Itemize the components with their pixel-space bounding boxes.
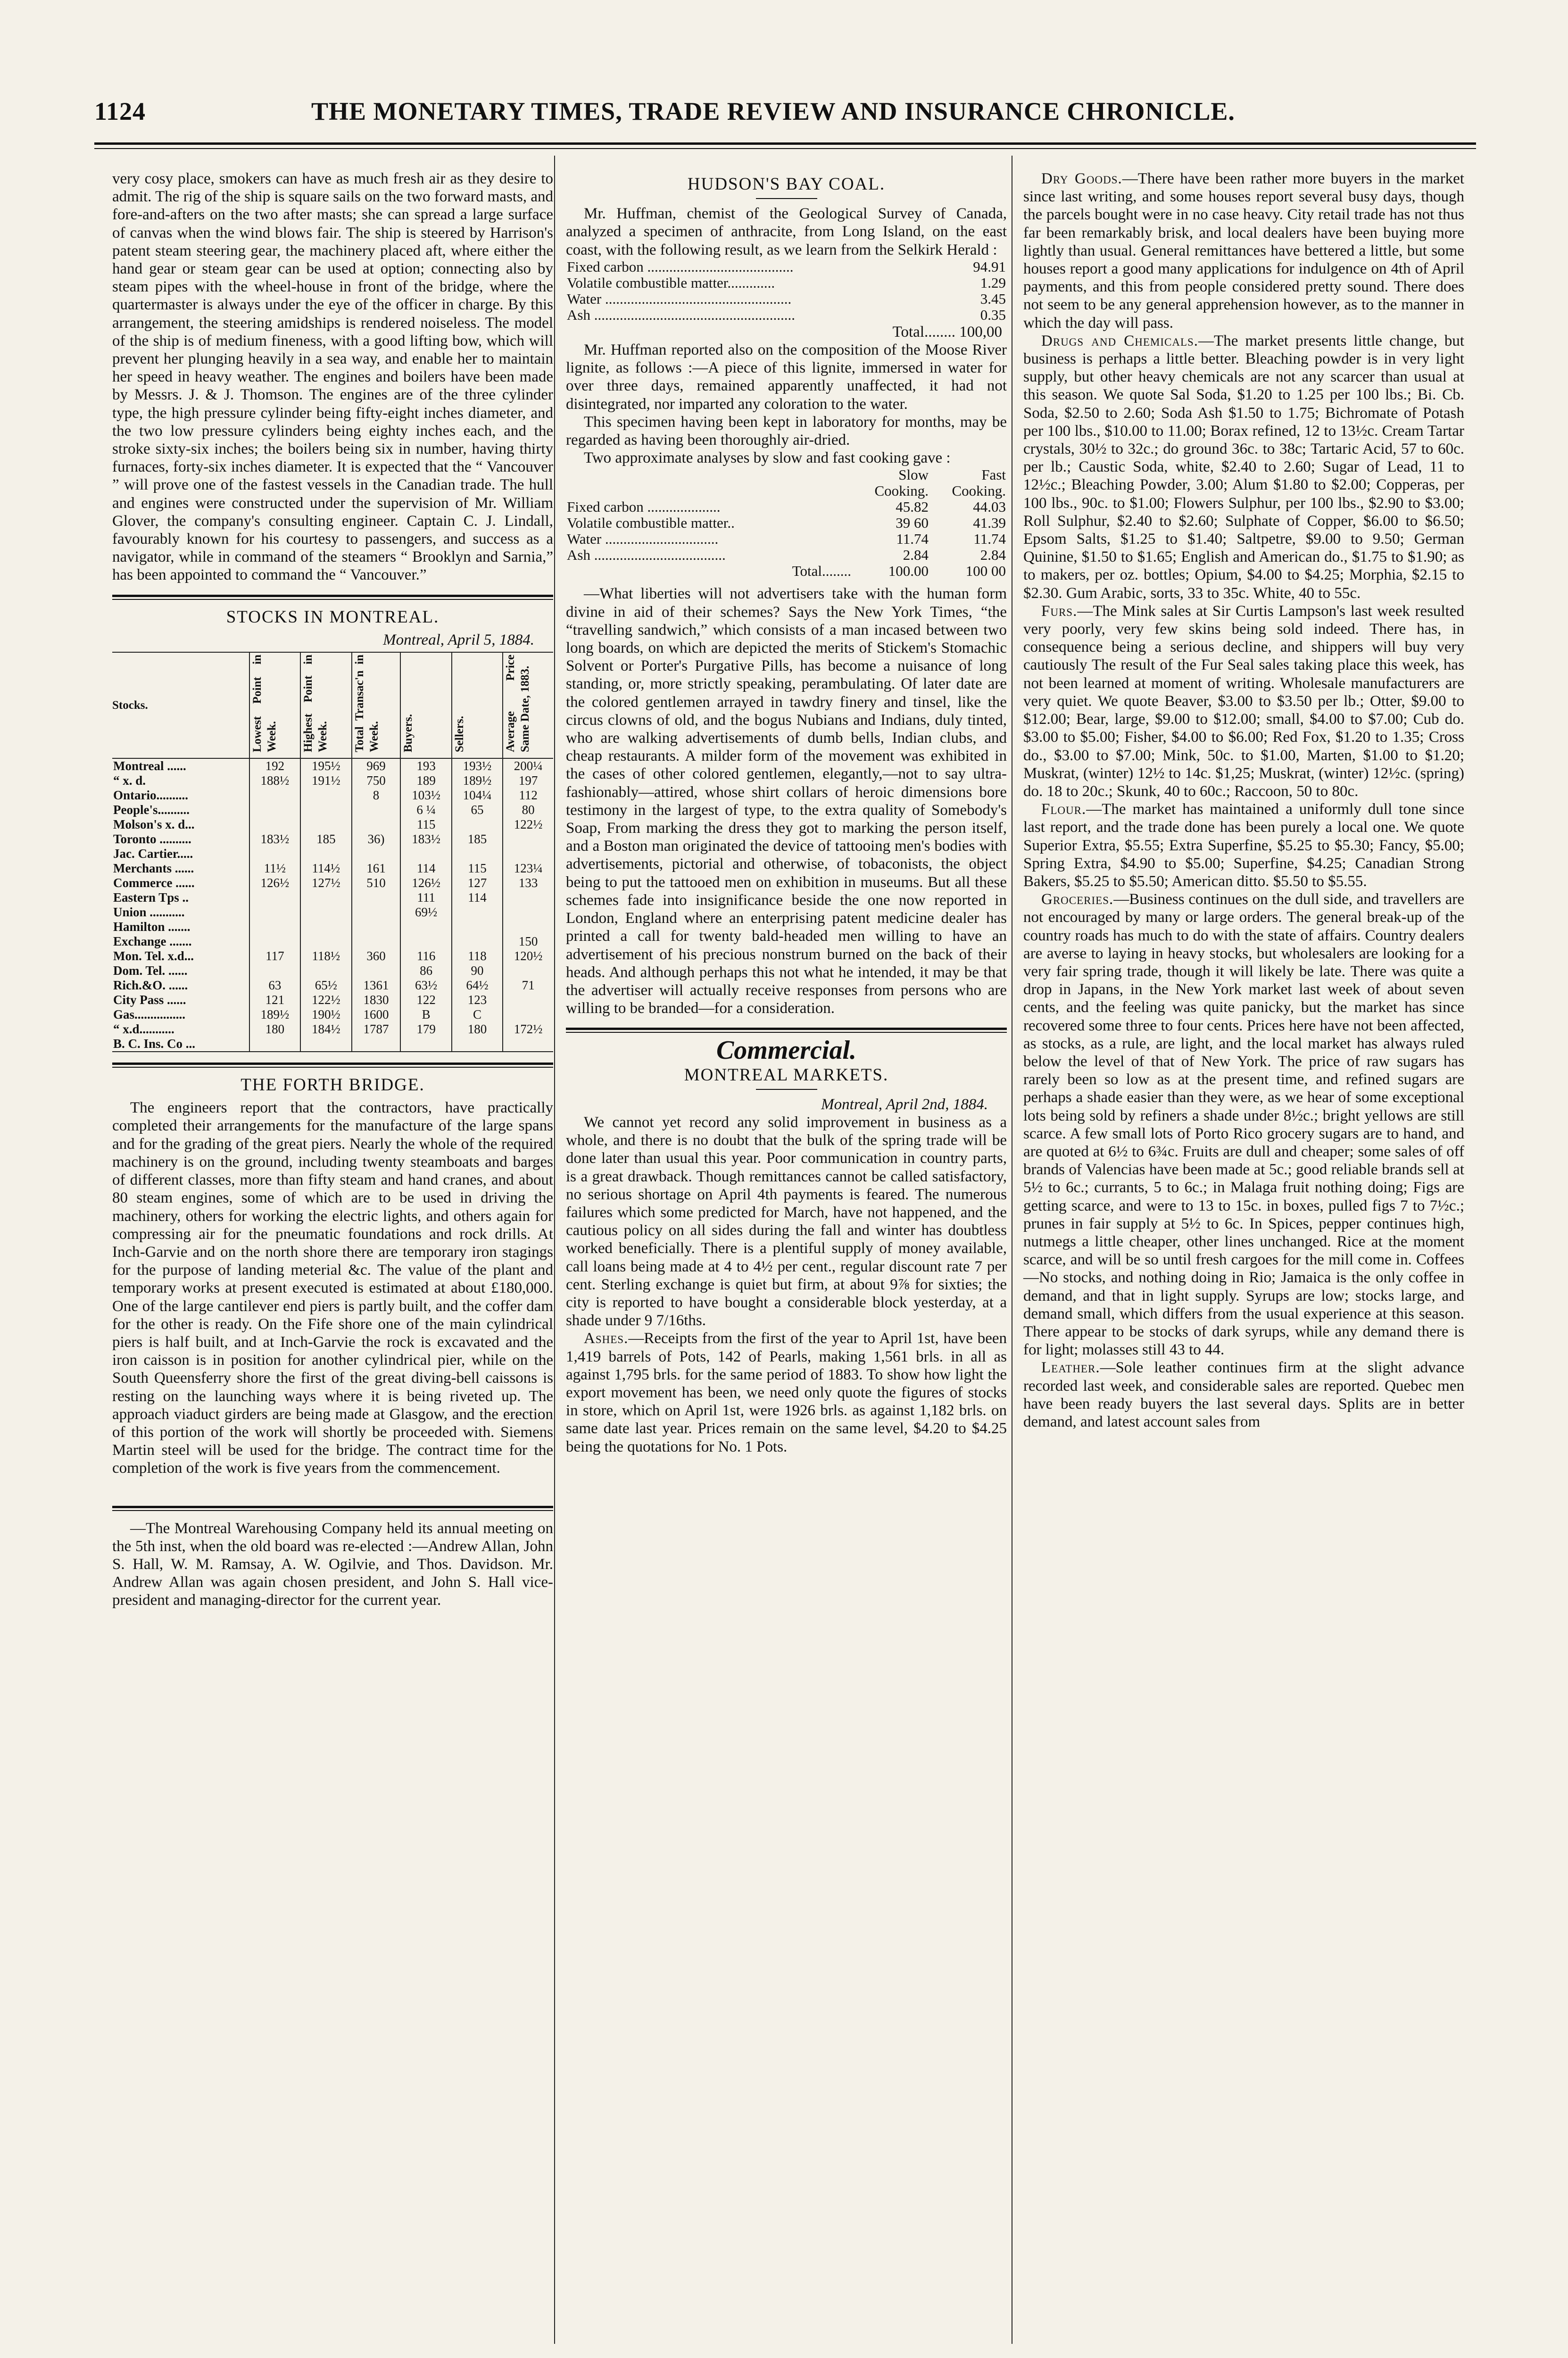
article-text: —The market presents little change, but business is perhaps a little better. Bleaching powder is in very light supply, but other heavy chemicals are not any scarcer than usual at this season. We quote Sal Soda, $1.20 to 1.25 per 100 lbs.; Bi. Cb. Soda, $2.50 to 2.60; Soda Ash $1.50 to 1.75; Bichromate of Potash per 100 lbs., $10.00 to 11.00; Borax refined, 12 to 13½c. Cream Tartar crystals, 30½ to 32c.; do ground 36c. to 38c; Tartaric Acid, 57 to 60c. per lb.; Caustic Soda, white, $2.40 to 2.60; Sugar of Lead, 11 to 12½c.; Bleaching Powder, 3.00; Alum $1.80 to $2.00; Copperas, per 100 lbs., 90c. to $1.00; Flowers Sulphur, per 100 lbs., $2.90 to $3.00; Roll Sulphur, $2.40 to $2.60; Sulphate of Copper, $6.00 to $6.50; Epsom Salts, $1.25 to $1.40; Saltpetre, $9.00 to 9.50; German Quinine, $1.50 to $1.65; English and American do., $1.75 to $1.90; as to makers, per oz. bottles; Opium, $4.00 to $4.25; Morphia, $2.15 to $2.30. Gum Arabic, sorts, 33 to 35c. White, 40 to 55c. (1023, 332, 1464, 602)
stock-name: Merchants ...... (113, 861, 194, 876)
stock-value (352, 905, 401, 920)
component-label: Fixed carbon .................... (567, 498, 721, 515)
table-total: Total........ 100,00 (892, 323, 1002, 340)
stock-value: 197 (503, 773, 553, 788)
table-row (112, 1037, 553, 1052)
table-row (112, 1022, 553, 1037)
short-rule (756, 1089, 817, 1090)
stock-value: 8 (352, 788, 401, 803)
stock-value: 115 (400, 817, 451, 832)
stock-value: 183½ (400, 832, 451, 847)
column-header: Slow Cooking. (874, 466, 929, 499)
paragraph-lead: Groceries. (1041, 891, 1114, 908)
stock-value: 114½ (300, 861, 351, 876)
section-rule (112, 1063, 553, 1065)
table-row (112, 949, 553, 963)
stock-value: 126½ (400, 876, 451, 890)
article-text: —Sole leather continues firm at the slight advance recorded last week, and considerable sales are reported. Quebec men have been ready buyers the last several days. Splits are in better demand, and latest account sales from (1023, 1359, 1464, 1431)
section-rule (112, 595, 553, 597)
masthead (94, 97, 1476, 130)
stock-value (352, 890, 401, 905)
article-text: —What liberties will not advertisers take with the human form divine in aid of their schemes? Says the New York Times, “the “travelling sandwich,” which consists of a man incased between two long boards, on which are depicted the merits of Stickem's Stomachic Solvent or Porter's Purgative Pills, has become a nuisance of long standing, or, more strictly speaking, perambulating. Of later date are the colored gentlemen arrayed in tawdry finery and tinsel, like the circus clowns of old, and the bogus Nubians and Indians, duly tinted, who are walking advertisements of dumb bells, Indian clubs, and cheap restaurants. A milder form of the movement was exhibited in the cases of other colored gentlemen, elegantly,—not to say ultra-fashionably—attired, whose shirt collars of heroic dimensions bore testimony in the largest of type, to the extra quality of Somebody's Soap, From marking the dress they got to marking the person itself, and a Boston man originated the device of tattooing men's bodies with advertisements, pictorial and otherwise, of tobaconists, the object being to put the tattooed men on exhibition in museums. But all these schemes fade into insignificance beside the one now reported in London, England where an enterprising patent medicine dealer has printed a call for twenty bald-headed men willing to have an advertisement of his precious nonstrum burned on the back of their heads. And although perhaps this not what he intended, it may be that the advertiser will actually receive responses from persons who are willing to be branded—for a consideration. (566, 585, 1007, 1017)
stock-value: 127 (452, 876, 503, 890)
stock-value (249, 803, 300, 817)
table-row (112, 890, 553, 905)
component-value: 2.84 (980, 547, 1006, 564)
column-1 (112, 170, 553, 1610)
stock-value: 184½ (300, 1022, 351, 1037)
stock-value (300, 817, 351, 832)
stock-value: 969 (352, 758, 401, 773)
stock-name: “ x.d........... (113, 1022, 174, 1037)
stock-value: 65½ (300, 978, 351, 993)
stock-value (452, 1037, 503, 1052)
stocks-column-header (300, 652, 351, 758)
stock-value: 118 (452, 949, 503, 963)
stock-value (249, 788, 300, 803)
stock-value (249, 905, 300, 920)
stock-value (400, 934, 451, 949)
stock-value (352, 803, 401, 817)
component-value: 41.39 (973, 515, 1006, 531)
table-row (112, 993, 553, 1007)
stock-value: 36) (352, 832, 401, 847)
article-text: Two approximate analyses by slow and fast cooking gave : (584, 449, 951, 467)
table-row (566, 531, 1007, 547)
column-3 (1023, 170, 1464, 1431)
stock-value: 69½ (400, 905, 451, 920)
stock-value: 120½ (503, 949, 553, 963)
department-heading: Commercial. (716, 1036, 857, 1065)
stock-value (503, 993, 553, 1007)
stock-value: 11½ (249, 861, 300, 876)
stock-value: 63 (249, 978, 300, 993)
stock-name: Dom. Tel. ...... (113, 963, 188, 978)
stock-value (400, 1037, 451, 1052)
paragraph-lead: Furs. (1041, 602, 1078, 620)
component-label: Ash ....................................................... (567, 306, 795, 323)
table-row (112, 758, 553, 773)
dateline: Montreal, April 2nd, 1884. (821, 1096, 988, 1113)
stock-value (452, 847, 503, 861)
stock-value: 1361 (352, 978, 401, 993)
stock-value: 150 (503, 934, 553, 949)
table-row (112, 817, 553, 832)
stock-value: 63½ (400, 978, 451, 993)
stock-value (400, 847, 451, 861)
table-row (112, 832, 553, 847)
cooking-analysis-table (566, 467, 1007, 579)
stock-name: “ x. d. (113, 773, 146, 788)
stock-value (352, 920, 401, 934)
paragraph-lead: Dry Goods. (1041, 170, 1122, 187)
stock-name: Exchange ....... (113, 934, 192, 949)
paragraph-lead: Ashes. (584, 1330, 629, 1347)
stock-value (352, 1037, 401, 1052)
table-row (566, 515, 1007, 531)
section-rule (566, 1028, 1007, 1030)
dateline: Montreal, April 5, 1884. (383, 631, 534, 648)
stock-value (503, 920, 553, 934)
stock-value: 185 (300, 832, 351, 847)
component-label: Volatile combustible matter.. (567, 515, 735, 531)
table-row (112, 876, 553, 890)
stock-value (503, 963, 553, 978)
stock-value (352, 847, 401, 861)
article-text: —The market has maintained a uniformly dull tone since last report, and the trade done has been purely a local one. We quote Superior Extra, $5.55; Extra Superfine, $5.25 to $5.30; Fancy, $5.00; Spring Extra, $4.90 to $5.00; Superfine, $4.25; Canadian Strong Bakers, $5.25 to $5.50; American ditto. $5.50 to $5.55. (1023, 801, 1464, 890)
stock-value (503, 890, 553, 905)
stock-name: Rich.&O. ...... (113, 978, 188, 993)
article-text: Mr. Huffman reported also on the composition of the Moose River lignite, as follows :—A piece of this lignite, immersed in water for over three days, remained apparently unaffected, it had not disintegrated, nor imparted any coloration to the water. (566, 341, 1007, 413)
stock-value (452, 934, 503, 949)
stock-value: 172½ (503, 1022, 553, 1037)
stocks-column-header (503, 652, 553, 758)
stock-name: Mon. Tel. x.d... (113, 949, 194, 963)
stock-value (503, 847, 553, 861)
column-divider (554, 156, 555, 2344)
stock-name: Hamilton ....... (113, 920, 191, 934)
stock-value: 6 ¼ (400, 803, 451, 817)
table-total-value: 100 00 (965, 563, 1006, 580)
stock-value (249, 1037, 300, 1052)
section-rule-thin (112, 599, 553, 600)
component-label: Water ................................................... (567, 290, 792, 307)
stock-value (249, 817, 300, 832)
stock-value: 123¼ (503, 861, 553, 876)
stock-value (300, 905, 351, 920)
stock-value: 122½ (503, 817, 553, 832)
stock-value: 126½ (249, 876, 300, 890)
stock-value: C (452, 1007, 503, 1022)
stock-value: 1830 (352, 993, 401, 1007)
stocks-column-header-label: Buyers. (402, 714, 415, 753)
section-heading: THE FORTH BRIDGE. (241, 1075, 425, 1095)
stock-value: 193½ (452, 758, 503, 773)
component-value: 0.35 (980, 306, 1006, 323)
stock-value: 183½ (249, 832, 300, 847)
component-value: 11.74 (973, 531, 1006, 548)
table-row (112, 861, 553, 876)
stock-value: 112 (503, 788, 553, 803)
short-rule (756, 198, 817, 199)
article-text: —There have been rather more buyers in the market since last writing, and some houses report several busy days, though the parcels bought were in no case heavy. City retail trade has not thus far been remarkably brisk, and local dealers have been buying more lightly than usual. General remittances have bettered a little, but some houses report a good many applications for indulgence on 4th of April payments, and this from people considered pretty sound. There does not seem to be any general apprehension however, as to the manner in which the day will pass. (1023, 170, 1464, 332)
stock-value (300, 890, 351, 905)
component-value: 1.29 (980, 274, 1006, 291)
stock-value: 161 (352, 861, 401, 876)
section-rule-thin (112, 1510, 553, 1511)
stocks-column-header-label: Lowest Point in Week. (250, 655, 278, 753)
stock-value (352, 934, 401, 949)
component-label: Fixed carbon ........................................ (567, 258, 794, 275)
stock-value (300, 1037, 351, 1052)
table-row (112, 978, 553, 993)
article-text: —Receipts from the first of the year to April 1st, have been 1,419 barrels of Pots, 142 of Pearls, making 1,561 brls. in all as against 1,795 brls. for the same period of 1883. To show how light the export movement has been, we need only quote the figures of stocks in store, which on April 1st, were 1926 brls. as against 1,182 brls. on same date last year. Prices remain on the same level, $4.20 to $4.25 being the quotations for No. 1 Pots. (566, 1330, 1007, 1455)
stock-value (300, 920, 351, 934)
stock-value (352, 817, 401, 832)
component-label: Volatile combustible matter............. (567, 274, 775, 291)
stock-name: Molson's x. d... (113, 817, 195, 832)
stocks-column-header (249, 652, 300, 758)
stocks-column-header (400, 652, 451, 758)
stock-name: Union ........... (113, 905, 185, 920)
table-row (566, 259, 1007, 275)
stock-value: 195½ (300, 758, 351, 773)
stock-name: Jac. Cartier..... (113, 847, 193, 861)
paragraph-lead: Flour. (1041, 801, 1087, 818)
stock-value: 127½ (300, 876, 351, 890)
stock-value (249, 890, 300, 905)
table-row (112, 920, 553, 934)
stock-value: 117 (249, 949, 300, 963)
stocks-column-header (452, 652, 503, 758)
stocks-column-header-label: Total Transac'n in Week. (353, 655, 381, 753)
stock-name: Toronto .......... (113, 832, 191, 847)
section-heading: HUDSON'S BAY COAL. (687, 174, 886, 194)
stocks-column-header: Stocks. (112, 699, 148, 712)
section-heading: STOCKS IN MONTREAL. (226, 607, 440, 627)
component-label: Ash .................................... (567, 547, 726, 564)
article-text: very cosy place, smokers can have as much fresh air as they desire to admit. The rig of the ship is square sails on the two forward masts, and fore-and-afters on the two after masts; she can spread a large surface of canvas when the wind blows fair. The ship is steered by Harrison's patent steam steering gear, the machinery placed aft, where either the hand gear or steam gear can be used at option; connecting also by steam pipes with the wheel-house in front of the bridge, where the quartermaster is always under the eye of the officer in charge. By this arrangement, the steering amidships is rendered noiseless. The model of the ship is of medium fineness, with a good lifting bow, which will prevent her plunging heavily in a sea way, and enable her to maintain her speed in heavy weather. The engines and boilers have been made by Messrs. J. & J. Thomson. The engines are of the three cylinder type, the high pressure cylinder being fifty-eight inches diameter, and the two low pressure cylinders being eighty inches each, and the stroke sixty-six inches; the boilers being six in number, having thirty furnaces, forty-six inches diameter. It is expected that the “ Vancouver ” will prove one of the fastest vessels in the Canadian trade. The hull and engines were constructed under the supervision of Mr. William Glover, the company's consulting engineer. Captain C. J. Lindall, favourably known for his courtesy to passengers, and success as a navigator, while in command of the steamers “ Brooklyn and Sarnia,” has been appointed to command the “ Vancouver.” (112, 170, 553, 584)
paragraph-lead: Drugs and Chemicals. (1041, 332, 1199, 349)
stock-value: 118½ (300, 949, 351, 963)
component-value: 45.82 (896, 498, 929, 515)
coal-analysis-table (566, 259, 1007, 323)
stock-value (503, 1037, 553, 1052)
component-value: 11.74 (896, 531, 929, 548)
table-row (566, 547, 1007, 563)
stock-value (300, 788, 351, 803)
stock-value: 360 (352, 949, 401, 963)
stock-value: 191½ (300, 773, 351, 788)
stock-value: 180 (452, 1022, 503, 1037)
stock-value: B (400, 1007, 451, 1022)
stock-value (249, 934, 300, 949)
stocks-column-header (352, 652, 401, 758)
article-text: We cannot yet record any solid improvement in business as a whole, and there is no doubt that the bulk of the spring trade will be done later than usual this year. Poor communication in country parts, is a great drawback. Though remittances cannot be called satisfactory, no serious shortage on April 4th payments is feared. The numerous failures which some predicted for March, have not happened, and the cautious policy on all sides during the fall and winter has doubtless worked beneficially. There is a plentiful supply of money available, call loans being made at 4 to 4½ per cent., regular discount rate 7 per cent. Sterling exchange is quiet but firm, at about 9⅞ for sixties; the city is reported to have bought a considerable block yesterday, at a shade under 9 7/16ths. (566, 1113, 1007, 1329)
stock-value (300, 847, 351, 861)
column-2 (566, 170, 1007, 1456)
stock-name: Gas................ (113, 1007, 186, 1022)
stock-value: 64½ (452, 978, 503, 993)
stock-value: 133 (503, 876, 553, 890)
article-text: This specimen having been kept in laboratory for months, may be regarded as having been thoroughly air-dried. (566, 413, 1007, 449)
section-rule (112, 1506, 553, 1508)
stock-value: 90 (452, 963, 503, 978)
column-header: Fast Cooking. (952, 466, 1006, 499)
stock-name: Eastern Tps .. (113, 890, 189, 905)
publication-title: THE MONETARY TIMES, TRADE REVIEW AND INSURANCE CHRONICLE. (311, 97, 1235, 125)
stock-value: 189½ (249, 1007, 300, 1022)
stock-value: 200¼ (503, 758, 553, 773)
table-total-value: 100.00 (888, 563, 929, 580)
component-value: 39 60 (896, 515, 929, 531)
stocks-column-header-label: Average Price Same Date, 1883. (504, 655, 532, 753)
stock-value: 750 (352, 773, 401, 788)
stock-value: 116 (400, 949, 451, 963)
table-row (112, 788, 553, 803)
page-number: 1124 (94, 97, 146, 125)
article-text: Mr. Huffman, chemist of the Geological Survey of Canada, analyzed a specimen of anthracite, from Long Island, on the east coast, with the following result, as we learn from the Selkirk Herald : (566, 205, 1007, 258)
stock-value: 190½ (300, 1007, 351, 1022)
article-text: The engineers report that the contractors, have practically completed their arrangements for the manufacture of the large spans and for the grading of the great piers. Nearly the whole of the required machinery is on the ground, including twenty steamboats and barges of different classes, more than fifty steam and hand cranes, and about 80 steam engines, some of which are to be used in driving the machinery, others for working the electric lights, and others again for compressing air for the pneumatic foundations and rock drills. At Inch-Garvie and on the north shore there are temporary iron stagings for the purpose of landing meterial &c. The value of the plant and temporary works at present executed is estimated at about £180,000. One of the large cantilever end piers is partly built, and the coffer dam for the other is ready. On the Fife shore one of the main cylindrical piers is half built, and at Inch-Garvie the rock is excavated and the iron caisson is in position for another cylindrical pier, while on the South Queensferry shore the first of the great diving-bell caissons is resting on the launching ways where it is being riveted up. The approach viaduct girders are being made at Glasgow, and the erection of this portion of the work will shortly be proceeded with. Siemens Martin steel will be used for the bridge. The contract time for the completion of the work is five years from the commencement. (112, 1099, 553, 1477)
section-rule-thin (112, 1067, 553, 1068)
table-row (112, 803, 553, 817)
stock-value: 114 (400, 861, 451, 876)
component-value: 3.45 (980, 290, 1006, 307)
stock-value: 103½ (400, 788, 451, 803)
stock-value: 123 (452, 993, 503, 1007)
stock-value: 114 (452, 890, 503, 905)
stock-value: 1600 (352, 1007, 401, 1022)
stocks-table (112, 652, 553, 1052)
table-total-label: Total........ (792, 563, 851, 580)
table-row (112, 934, 553, 949)
stock-value (400, 920, 451, 934)
table-row (112, 847, 553, 861)
stock-value (452, 905, 503, 920)
section-rule-thin (566, 1032, 1007, 1033)
stock-value: 180 (249, 1022, 300, 1037)
stock-value: 122 (400, 993, 451, 1007)
stocks-column-header-label: Sellers. (453, 716, 466, 753)
stock-value: 71 (503, 978, 553, 993)
stock-value: 189 (400, 773, 451, 788)
stock-value: 80 (503, 803, 553, 817)
stock-value (503, 832, 553, 847)
table-row (566, 275, 1007, 291)
stock-value (452, 817, 503, 832)
stock-value: 1787 (352, 1022, 401, 1037)
stock-value: 65 (452, 803, 503, 817)
table-row (566, 291, 1007, 307)
stock-value: 193 (400, 758, 451, 773)
stock-value (352, 963, 401, 978)
table-row (112, 963, 553, 978)
header-rule (94, 142, 1476, 145)
table-row (566, 307, 1007, 323)
stock-value (452, 920, 503, 934)
stock-value: 122½ (300, 993, 351, 1007)
stock-name: People's.......... (113, 803, 190, 817)
stock-name: Montreal ...... (113, 759, 186, 773)
stock-value (300, 963, 351, 978)
stock-name: Ontario.......... (113, 788, 188, 803)
stock-value: 104¼ (452, 788, 503, 803)
table-row (112, 773, 553, 788)
stock-value (300, 803, 351, 817)
stocks-column-header-label: Highest Point in Week. (302, 655, 330, 753)
table-row (112, 1007, 553, 1022)
stock-value: 86 (400, 963, 451, 978)
article-text: —Business continues on the dull side, and travellers are not encouraged by many or large orders. The general break-up of the country roads has much to do with the state of affairs. Country dealers are averse to laying in heavy stocks, but wholesalers are looking for a very fair spring trade, though it will likely be late. There was quite a drop in Japans, in the New York market last week of about seven cents, and the feeling was quite panicky, but the market has since recovered some three to four cents. Prices here have not been affected, as stocks, as a rule, are light, and the local market has always ruled below the level of that of New York. The price of raw sugars has rarely been so low as at the present time, and refined sugars are perhaps a shade easier than they were, as we hear of some exceptional lots being sold by refiners a shade under 8½c.; bright yellows are still scarce. A few small lots of Porto Rico grocery sugars are to hand, and are quoted at 6½ to 6¾c. Fruits are dull and cheaper; some sales of off brands of Valencias have been made at 5c.; good reliable brands sell at 5½ to 6c.; currants, 5 to 6c.; in Malaga fruit nothing doing; Figs are getting scarce, and were to 13 to 15c. in boxes, pulled figs 7 to 7½c.; prunes in fair supply at 5½ to 6c. In Spices, pepper continues high, nutmegs a little cheaper, other lines unchanged. Rice at the moment scarce, and will be so until fresh cargoes for the mill come in. Coffees—No stocks, and nothing doing in Rio; Jamaica is the only coffee in demand, and that in light supply. Syrups are low; stocks large, and demand small, which differs from the usual experience at this season. There appear to be stocks of dark syrups, while any demand there is for light; molasses still 43 to 44. (1023, 891, 1464, 1359)
stock-value: 111 (400, 890, 451, 905)
stock-name: City Pass ...... (113, 993, 186, 1007)
article-text: —The Montreal Warehousing Company held its annual meeting on the 5th inst, when the old board was re-elected :—Andrew Allan, John S. Hall, W. M. Ramsay, A. W. Ogilvie, and Thos. Davidson. Mr. Andrew Allan was again chosen president, and John S. Hall vice-president and managing-director for the current year. (112, 1519, 553, 1609)
stock-value (503, 905, 553, 920)
stock-value (503, 1007, 553, 1022)
stock-value: 189½ (452, 773, 503, 788)
stock-value (249, 847, 300, 861)
stock-value (300, 934, 351, 949)
table-row (566, 499, 1007, 515)
stock-value: 188½ (249, 773, 300, 788)
stock-value: 179 (400, 1022, 451, 1037)
component-value: 44.03 (973, 498, 1006, 515)
paragraph-lead: Leather. (1041, 1359, 1100, 1377)
table-row (112, 905, 553, 920)
section-heading: MONTREAL MARKETS. (684, 1065, 889, 1085)
header-rule-thin (94, 148, 1476, 149)
stock-value (249, 920, 300, 934)
stock-value (249, 963, 300, 978)
stock-value: 192 (249, 758, 300, 773)
stock-value: 185 (452, 832, 503, 847)
stock-value: 121 (249, 993, 300, 1007)
article-text: —The Mink sales at Sir Curtis Lampson's last week resulted very poorly, very few skins being sold indeed. There has, in consequence being a serious decline, and shippers will buy very cautiously The result of the Fur Seal sales taking place this week, has not been learned at moment of writing. Wholesale manufacturers are very quiet. We quote Beaver, $3.00 to $3.50 per lb.; Otter, $9.00 to $12.00; Bear, large, $9.00 to $12.00; small, $4.00 to $7.00; Cub do. $3.00 to $5.00; Fisher, $4.00 to $6.00; Red Fox, $1.20 to 1.35; Cross do., $3.00 to $7.00; Mink, 50c. to $1.00, Marten, $1.00 to $1.20; Muskrat, (winter) 12½ to 14c. $1,25; Muskrat, (winter) 12½c. (spring) do. 18 to 20c.; Skunk, 40 to 60c.; Raccoon, 50 to 80c. (1023, 602, 1464, 800)
stock-name: B. C. Ins. Co ... (113, 1037, 196, 1051)
component-label: Water ............................... (567, 531, 719, 548)
stock-value: 510 (352, 876, 401, 890)
component-value: 94.91 (973, 258, 1006, 275)
stock-name: Commerce ...... (113, 876, 195, 890)
stock-value: 115 (452, 861, 503, 876)
component-value: 2.84 (903, 547, 929, 564)
